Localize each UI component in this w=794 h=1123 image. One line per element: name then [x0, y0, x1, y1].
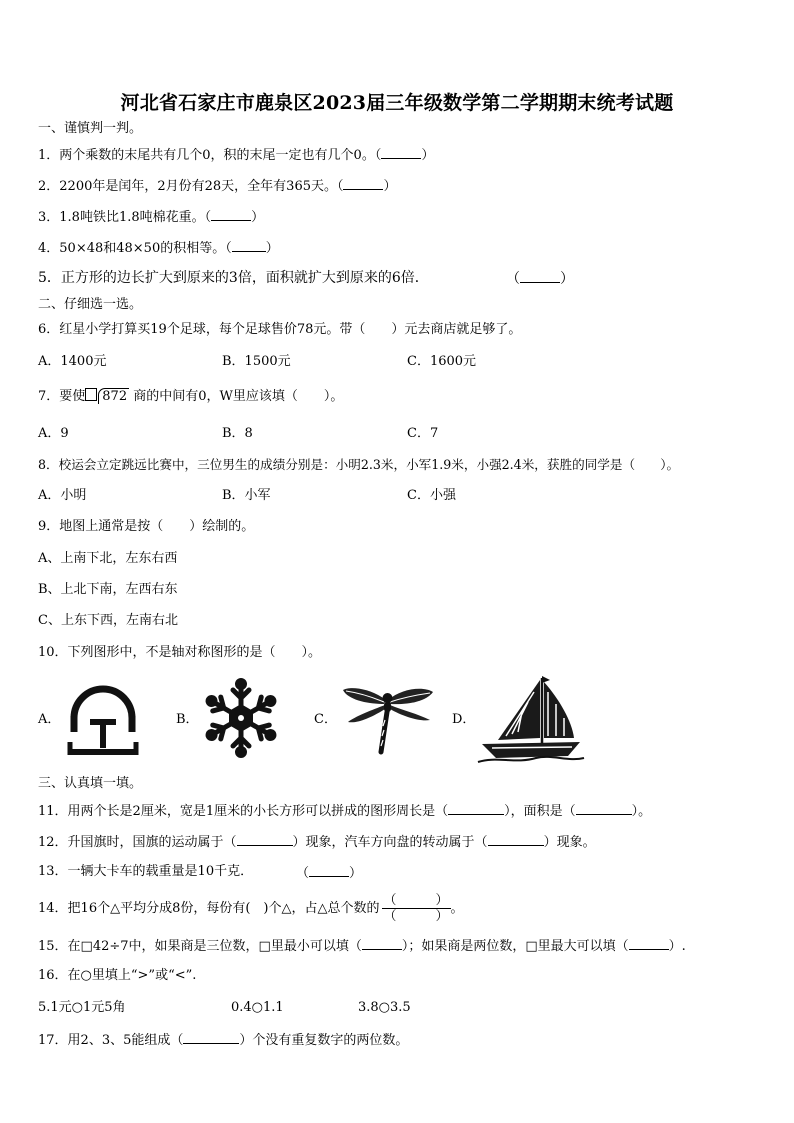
question-3-text: 3．1.8吨铁比1.8吨棉花重。（ — [38, 210, 212, 225]
answer-blank-2[interactable] — [343, 177, 383, 190]
q7-option-b[interactable]: B．8 — [222, 426, 253, 441]
question-9: 9．地图上通常是按（ ）绘制的。 — [38, 519, 255, 534]
q8-option-c[interactable]: C．小强 — [407, 488, 456, 503]
question-7-text-pre: 7．要使 — [38, 389, 86, 404]
paren-open: （ — [296, 866, 310, 881]
long-division — [98, 388, 129, 404]
question-15 — [38, 937, 686, 955]
question-5 — [38, 270, 429, 286]
railway-logo-icon — [62, 678, 144, 758]
paren-close: ） — [421, 148, 435, 163]
question-4 — [38, 239, 279, 257]
q8-option-a[interactable]: A．小明 — [38, 488, 87, 503]
answer-blank-12b[interactable] — [488, 833, 544, 846]
paren-close: ） — [560, 271, 574, 287]
answer-blank-1[interactable] — [381, 146, 421, 159]
dragonfly-icon — [340, 680, 436, 758]
q10-option-c[interactable]: C． — [314, 712, 337, 727]
fraction-numerator-blank[interactable]: （ ） — [383, 893, 449, 908]
question-12-text: 12．升国旗时，国旗的运动属于（ — [38, 835, 237, 850]
q16-item-2[interactable]: 0.4○1.1 — [231, 1000, 284, 1015]
answer-blank-12a[interactable] — [237, 833, 293, 846]
paren-close: ）. — [668, 939, 686, 954]
q9-option-b[interactable]: B、上北下南，左西右东 — [38, 582, 178, 597]
question-1 — [38, 146, 434, 164]
question-2 — [38, 177, 397, 195]
q8-option-b[interactable]: B．小军 — [222, 488, 271, 503]
answer-blank-11b[interactable] — [576, 802, 632, 815]
question-5-text: 5．正方形的边长扩大到原来的3倍，面积就扩大到原来的6倍． — [38, 270, 429, 286]
answer-blank-3[interactable] — [211, 208, 251, 221]
q10-option-b[interactable]: B． — [176, 712, 199, 727]
box-placeholder-icon — [85, 388, 97, 401]
section-3-heading: 三、认真填一填。 — [38, 776, 143, 791]
question-7 — [38, 388, 343, 406]
question-1-text: 1．两个乘数的末尾共有几个0，积的末尾一定也有几个0。（ — [38, 148, 382, 163]
question-12-text-mid: ）现象，汽车方向盘的转动属于（ — [292, 835, 488, 850]
q10-option-a[interactable]: A． — [38, 712, 61, 727]
paren-close: ） — [383, 179, 397, 194]
question-4-text: 4．50×48和48×50的积相等。（ — [38, 241, 232, 256]
question-16: 16．在○里填上“>”或“<”. — [38, 968, 197, 983]
question-17 — [38, 1031, 408, 1049]
q7-option-c[interactable]: C．7 — [407, 426, 439, 441]
answer-blank-4[interactable] — [232, 239, 266, 252]
answer-blank-11a[interactable] — [448, 802, 504, 815]
q9-option-a[interactable]: A、上南下北，左东右西 — [38, 551, 178, 566]
page-title: 河北省石家庄市鹿泉区2023届三年级数学第二学期期末统考试题 — [120, 92, 674, 114]
question-14 — [38, 892, 464, 926]
paren-close: ） — [349, 866, 363, 881]
paren-close: ）。 — [631, 804, 652, 819]
paren-close: ） — [251, 210, 265, 225]
question-14-text: 14．把16个△平均分成8份，每份有( )个△，占△总个数的 — [38, 901, 380, 916]
fraction-denominator-blank[interactable]: （ ） — [383, 909, 449, 924]
paren-close: ） — [265, 241, 279, 256]
question-10: 10．下列图形中，不是轴对称图形的是（ ）。 — [38, 645, 322, 660]
q6-option-b[interactable]: B．1500元 — [222, 354, 291, 369]
q16-item-3[interactable]: 3.8○3.5 — [358, 1000, 411, 1015]
answer-blank-13[interactable] — [309, 864, 349, 877]
question-6: 6．红星小学打算买19个足球，每个足球售价78元。带（ ）元去商店就足够了。 — [38, 322, 522, 337]
dividend: 872 — [102, 389, 128, 404]
question-3 — [38, 208, 264, 226]
answer-blank-5[interactable] — [520, 270, 560, 283]
answer-blank-15a[interactable] — [362, 937, 402, 950]
question-15-text-mid: ）；如果商是两位数，□里最大可以填（ — [401, 939, 629, 954]
question-17-text: 17．用2、3、5能组成（ — [38, 1033, 184, 1048]
question-13 — [38, 864, 253, 880]
q16-item-1[interactable]: 5.1元○1元5角 — [38, 1000, 126, 1015]
question-2-text: 2．2200年是闰年，2月份有28天，全年有365天。（ — [38, 179, 344, 194]
answer-blank-17[interactable] — [183, 1031, 239, 1044]
fraction — [382, 893, 451, 924]
q9-option-c[interactable]: C、上东下西，左南右北 — [38, 613, 178, 628]
section-2-heading: 二、仔细选一选。 — [38, 297, 143, 312]
q7-option-a[interactable]: A．9 — [38, 426, 69, 441]
question-11-text: 11．用两个长是2厘米，宽是1厘米的小长方形可以拼成的图形周长是（ — [38, 804, 449, 819]
paren-open: （ — [506, 271, 520, 287]
q10-option-d[interactable]: D． — [452, 712, 476, 727]
question-12 — [38, 833, 596, 851]
paren-close: ）现象。 — [543, 835, 596, 850]
answer-blank-15b[interactable] — [629, 937, 669, 950]
question-17-text-end: ）个没有重复数字的两位数。 — [239, 1033, 409, 1048]
question-7-text-post: 商的中间有0，W里应该填（ ）。 — [133, 389, 344, 404]
q6-option-a[interactable]: A．1400元 — [38, 354, 107, 369]
period: 。 — [450, 901, 464, 916]
question-5-answer — [506, 270, 574, 287]
question-11-text-mid: ），面积是（ — [504, 804, 576, 819]
q6-option-c[interactable]: C．1600元 — [407, 354, 477, 369]
sailboat-icon — [476, 672, 586, 766]
question-13-text: 13．一辆大卡车的载重量是10千克． — [38, 864, 254, 879]
question-13-answer — [296, 864, 362, 882]
section-1-heading: 一、谨慎判一判。 — [38, 121, 143, 136]
question-8: 8．校运会立定跳远比赛中，三位男生的成绩分别是：小明2.3米，小军1.9米，小强2.4米，获胜的同学是（ ）。 — [38, 457, 680, 472]
snowflake-icon — [201, 678, 281, 758]
question-15-text: 15．在□42÷7中，如果商是三位数，□里最小可以填（ — [38, 939, 362, 954]
question-11 — [38, 802, 651, 820]
